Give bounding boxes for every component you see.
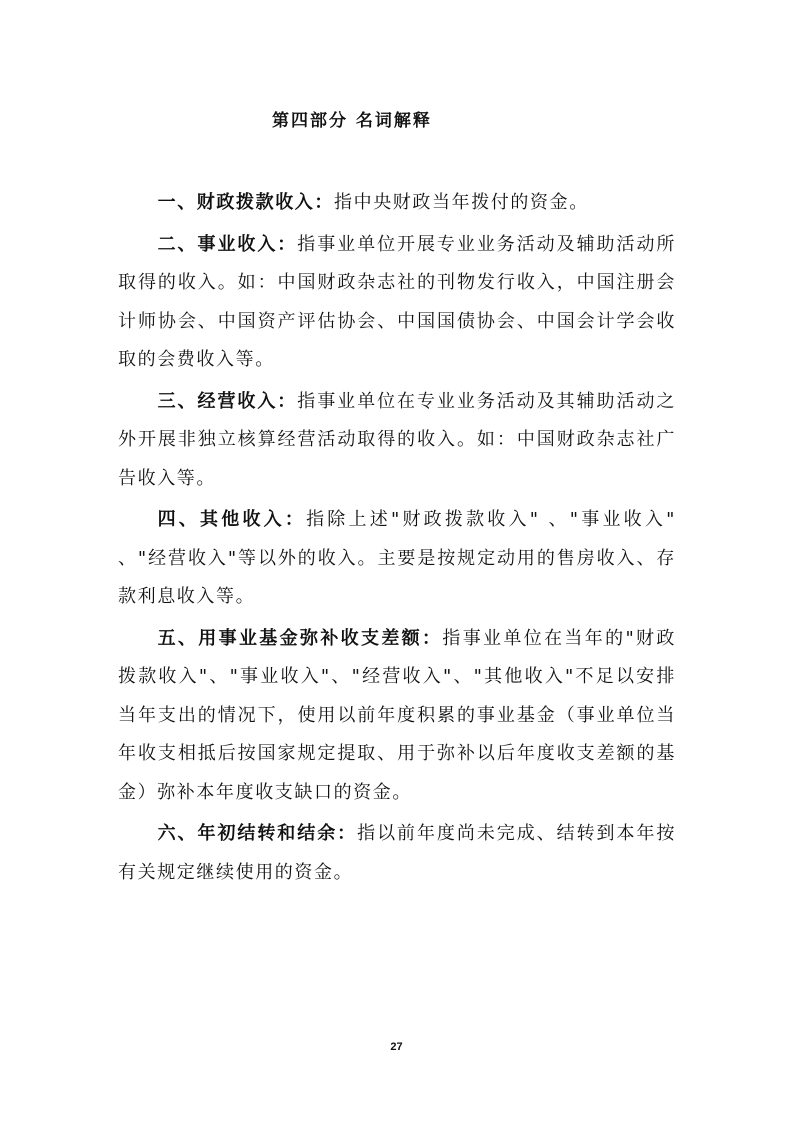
term-definition: 指事业单位开展专业业务活动及辅助活动所取得的收入。如：中国财政杂志社的刊物发行收入，中国注册会计师协会、中国资产评估协会、中国国债协会、中国会计学会收取的会费收入等。	[118, 233, 676, 370]
page-number: 27	[390, 1041, 403, 1053]
definition-item	[118, 184, 676, 223]
term-definition: 指事业单位在当年的"财政拨款收入"、"事业收入"、"经营收入"、"其他收入"不足以安排当年支出的情况下，使用以前年度积累的事业基金（事业单位当年收支相抵后按国家规定提取、用于弥补以后年度收支差额的基金）弥补本年度收支缺口的资金。	[118, 627, 677, 803]
term-label: 一、财政拨款收入：	[157, 192, 334, 213]
term-label: 三、经营收入：	[157, 390, 298, 412]
term-label: 六、年初结转和结余：	[157, 823, 358, 844]
definition-item	[118, 620, 676, 813]
term-definition: 指以前年度尚未完成、结转到本年按有关规定继续使用的资金。	[118, 823, 677, 883]
term-definition: 指除上述"财政拨款收入" 、"事业收入" 、"经营收入"等以外的收入。主要是按规定动用的售房收入、存款利息收入等。	[118, 509, 676, 607]
term-definition: 指事业单位在专业业务活动及其辅助活动之外开展非独立核算经营活动取得的收入。如：中国财政杂志社广告收入等。	[118, 390, 676, 489]
term-label: 二、事业收入：	[157, 233, 298, 255]
definition-item	[118, 815, 676, 892]
term-definition: 指中央财政当年拨付的资金。	[334, 192, 589, 213]
term-label: 五、用事业基金弥补收支差额：	[157, 627, 443, 649]
term-label: 四、其他收入：	[157, 509, 307, 530]
definitions-list	[118, 184, 676, 895]
definition-item	[118, 383, 676, 499]
definition-item	[118, 501, 676, 617]
definition-item	[118, 226, 676, 380]
page-title: 第四部分 名词解释	[272, 111, 432, 131]
